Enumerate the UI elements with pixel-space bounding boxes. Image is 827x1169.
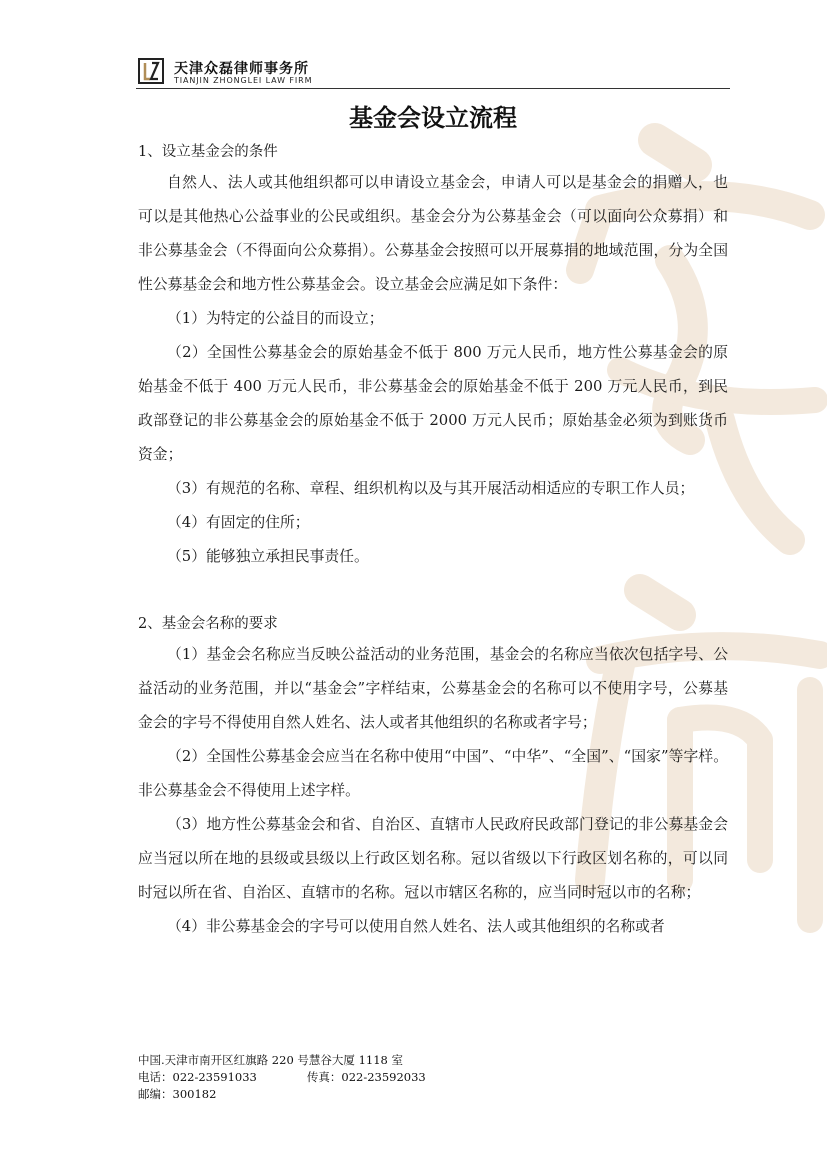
header-rule [136, 88, 730, 89]
footer-phone: 电话：022-23591033 [138, 1070, 257, 1084]
naming-rule-item: （4）非公募基金会的字号可以使用自然人姓名、法人或其他组织的名称或者 [167, 918, 665, 935]
section-1-intro: 自然人、法人或其他组织都可以申请设立基金会，申请人可以是基金会的捐赠人，也可以是其他热心公益事业的公民或组织。基金会分为公募基金会（可以面向公众募捐）和非公募基金会（不得面向公众募捐）。公募基金会按照可以开展募捐的地域范围，分为全国性公募基金会和地方性公募基金会。设立基金会应满足如下条件： [138, 174, 728, 293]
letterhead [138, 58, 730, 88]
zhonglei-logo-icon [138, 58, 164, 84]
section-1-heading: 1、设立基金会的条件 [138, 144, 278, 160]
footer-address: 中国.天津市南开区红旗路 220 号慧谷大厦 1118 室 [138, 1053, 403, 1067]
footer-contact [138, 1052, 426, 1103]
naming-rule-item: （3）地方性公募基金会和省、自治区、直辖市人民政府民政部门登记的非公募基金会应当冠以所在地的县级或县级以上行政区划名称。冠以省级以下行政区划名称的，可以同时冠以所在省、自治区、直辖市的名称。冠以市辖区名称的，应当同时冠以市的名称； [138, 816, 728, 901]
footer-phone-fax-row [138, 1069, 426, 1086]
firm-name-cn: 天津众磊律师事务所 [174, 61, 309, 77]
footer-postcode: 邮编：300182 [138, 1087, 217, 1101]
document-body [138, 138, 728, 944]
condition-item: （3）有规范的名称、章程、组织机构以及与其开展活动相适应的专职工作人员； [167, 480, 695, 497]
naming-rule-item: （2）全国性公募基金会应当在名称中使用“中国”、“中华”、“全国”、“国家”等字样。非公募基金会不得使用上述字样。 [138, 748, 728, 799]
naming-rule-item: （1）基金会名称应当反映公益活动的业务范围，基金会的名称应当依次包括字号、公益活动的业务范围，并以“基金会”字样结束，公募基金会的名称可以不使用字号，公募基金会的字号不得使用自然人姓名、法人或者其他组织的名称或者字号； [138, 646, 728, 731]
section-2-heading: 2、基金会名称的要求 [138, 616, 278, 632]
footer-fax: 传真：022-23592033 [306, 1070, 426, 1084]
condition-item: （4）有固定的住所； [167, 514, 310, 531]
condition-item: （5）能够独立承担民事责任。 [167, 548, 369, 565]
condition-item: （2）全国性公募基金会的原始基金不低于 800 万元人民币，地方性公募基金会的原始基金不低于 400 万元人民币，非公募基金会的原始基金不低于 200 万元人民币，到民政部登记的非公募基金会的原始基金不低于 2000 万元人民币；原始基金必须为到账货币资金； [138, 344, 728, 463]
condition-item: （1）为特定的公益目的而设立； [167, 310, 384, 327]
document-title: 基金会设立流程 [349, 103, 517, 132]
firm-name-en: TIANJIN ZHONGLEI LAW FIRM [174, 76, 313, 85]
section-spacer [138, 574, 728, 610]
